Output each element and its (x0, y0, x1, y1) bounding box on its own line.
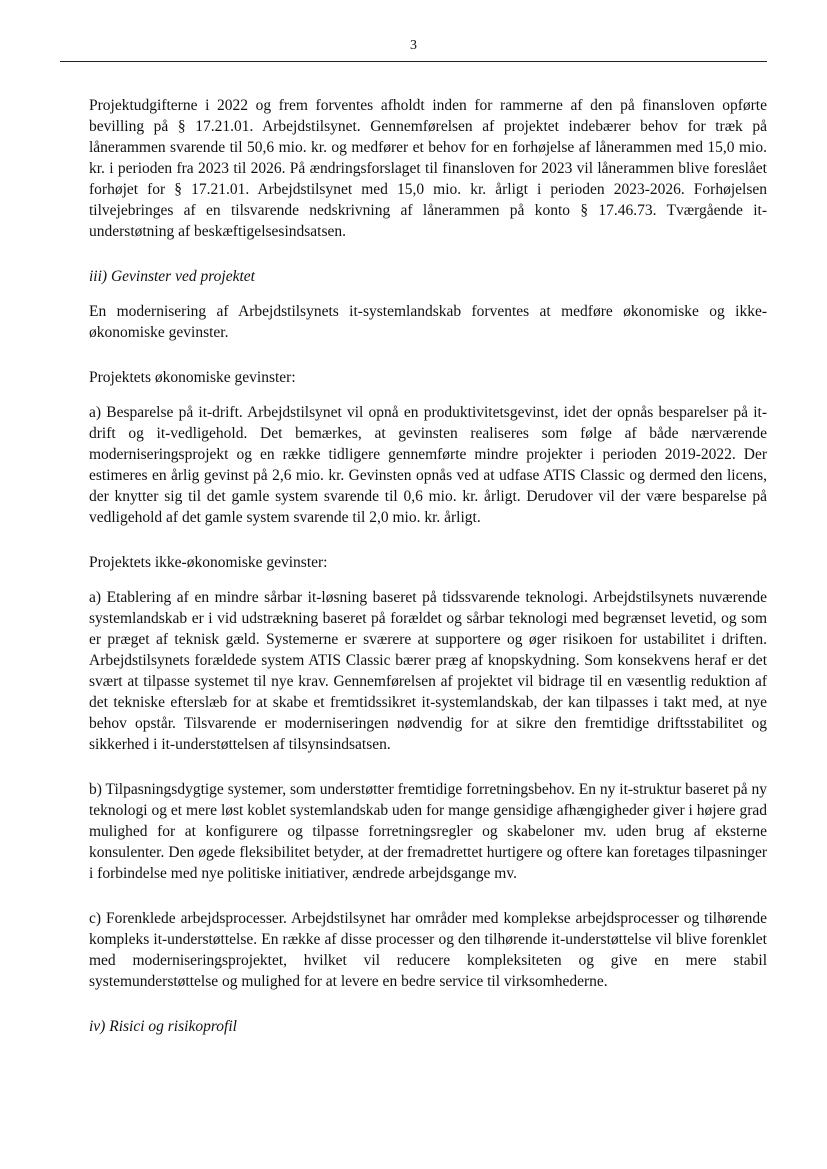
paragraph-modernisering: En modernisering af Arbejdstilsynets it-systemlandskab forventes at medføre økonomiske og ikke-økonomiske gevinster. (89, 303, 767, 341)
paragraph-projektudgifter: Projektudgifterne i 2022 og frem forventes afholdt inden for rammerne af den på finansloven opførte bevilling på § 17.21.01. Arbejdstilsynet. Gennemførelsen af projektet indebærer behov for træk på lånerammen svarende til 50,6 mio. kr. og medfører et behov for en forhøjelse af lånerammen med 15,0 mio. kr. i perioden fra 2023 til 2026. På ændringsforslaget til finansloven for 2023 vil lånerammen blive foreslået forhøjet for § 17.21.01. Arbejdstilsynet med 15,0 mio. kr. årligt i perioden 2023-2026. Forhøjelsen tilvejebringes af en tilsvarende nedskrivning af lånerammen på konto § 17.46.73. Tværgående it-understøtning af beskæftigelsesindsatsen. (89, 97, 767, 240)
section-heading-risici: iv) Risici og risikoprofil (89, 1018, 237, 1035)
paragraph-forenklede-arbejdsprocesser: c) Forenklede arbejdsprocesser. Arbejdstilsynet har områder med komplekse arbejdsprocesser og tilhørende kompleks it-understøttelse. En række af disse processer og den tilhørende it-understøttelse vil blive forenklet med moderniseringsprojektet, hvilket vil reducere kompleksiteten og give en mere stabil systemunderstøttelse og mulighed for at levere en bedre service til virksomhederne. (89, 910, 767, 990)
page-number: 3 (410, 38, 417, 53)
document-body (89, 95, 767, 1037)
subheading-ikke-okonomiske-gevinster: Projektets ikke-økonomiske gevinster: (89, 554, 328, 571)
subheading-okonomiske-gevinster: Projektets økonomiske gevinster: (89, 369, 296, 386)
paragraph-mindre-saarbar-losning: a) Etablering af en mindre sårbar it-løsning baseret på tidssvarende teknologi. Arbejdstilsynets nuværende systemlandskab er i vid udstrækning baseret på forældet og sårbar teknologi med begrænset levetid, og som er præget af teknisk gæld. Systemerne er sværere at supportere og øger risikoen for ustabilitet i driften. Arbejdstilsynets forældede system ATIS Classic bærer præg af knopskydning. Som konsekvens heraf er det svært at tilpasse systemet til nye krav. Gennemførelsen af projektet vil bidrage til en væsentlig reduktion af det tekniske efterslæb for at skabe et fremtidssikret it-systemlandskab, der kan tilpasses i takt med, at nye behov opstår. Tilsvarende er moderniseringen nødvendig for at sikre den fremtidige driftsstabilitet og sikkerhed i it-understøttelsen af tilsynsindsatsen. (89, 589, 767, 753)
paragraph-tilpasningsdygtige-systemer: b) Tilpasningsdygtige systemer, som understøtter fremtidige forretningsbehov. En ny it-struktur baseret på ny teknologi og et mere løst koblet systemlandskab uden for mange gensidige afhængigheder giver i højere grad mulighed for at konfigurere og tilpasse forretningsregler og skabeloner mv. uden brug af eksterne konsulenter. Den øgede fleksibilitet betyder, at der fremadrettet hurtigere og oftere kan foretages tilpasninger i forbindelse med nye politiske initiativer, ændrede arbejdsgange mv. (89, 781, 767, 882)
header-rule (60, 61, 767, 62)
section-heading-gevinster: iii) Gevinster ved projektet (89, 268, 255, 285)
paragraph-besparelse-it-drift: a) Besparelse på it-drift. Arbejdstilsynet vil opnå en produktivitetsgevinst, idet der opnås besparelser på it-drift og it-vedligehold. Det bemærkes, at gevinsten realiseres som følge af både nærværende moderniseringsprojekt og en række tidligere gennemførte mindre projekter i perioden 2019-2022. Der estimeres en årlig gevinst på 2,6 mio. kr. Gevinsten opnås ved at udfase ATIS Classic og dermed den licens, der knytter sig til det gamle system svarende til 0,6 mio. kr. årligt. Derudover vil der være besparelse på vedligehold af det gamle system svarende til 2,0 mio. kr. årligt. (89, 404, 767, 526)
